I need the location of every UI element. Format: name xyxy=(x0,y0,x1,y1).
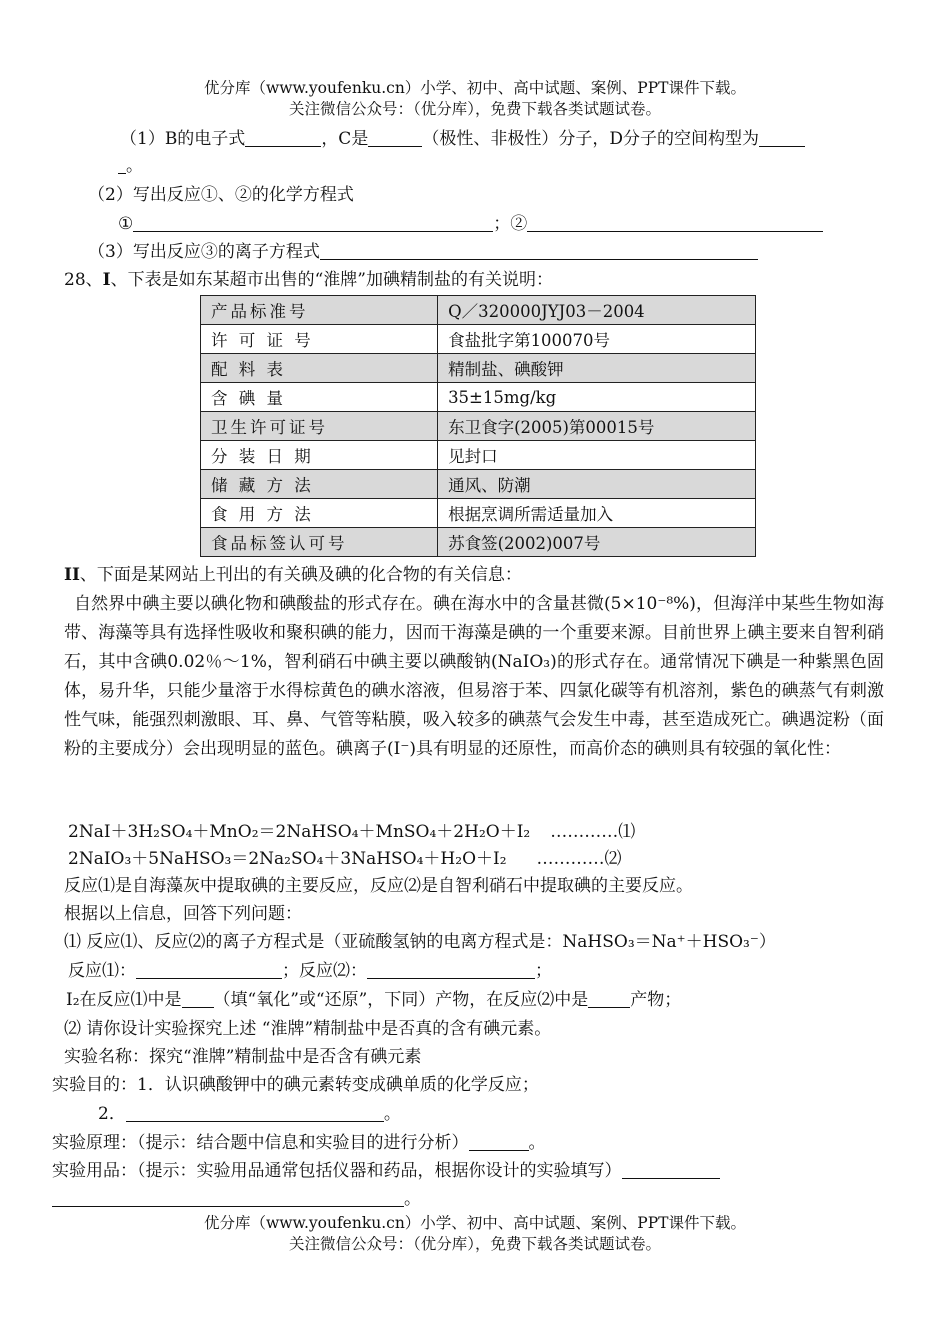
blank-goal-2[interactable] xyxy=(126,1103,384,1122)
product-text-b: （填“氧化”或“还原”，下同）产物，在反应⑵中是 xyxy=(213,990,589,1010)
q27-part1-text-d: 。 xyxy=(126,156,143,176)
blank-d-shape[interactable] xyxy=(759,128,805,147)
q28-part2-intro xyxy=(64,562,522,589)
footer-line-2: 关注微信公众号：（优分库），免费下载各类试题试卷。 xyxy=(288,1235,661,1253)
blank-items-cont[interactable] xyxy=(52,1188,404,1207)
sub-question-1-answers xyxy=(68,958,552,985)
q27-part1-text-b: ，C是 xyxy=(321,129,369,149)
q28-part2-intro-text: 、下面是某网站上刊出的有关碘及碘的化合物的有关信息： xyxy=(79,565,522,585)
reaction-1-label: 反应⑴： xyxy=(68,961,136,981)
blank-principle[interactable] xyxy=(469,1132,529,1151)
table-value: 35±15mg/kg xyxy=(438,383,756,412)
footer-line-1: 优分库（www.youfenku.cn）小学、初中、高中试题、案例、PPT课件下载。 xyxy=(203,1214,747,1232)
equation-2-tag: …………⑵ xyxy=(536,849,622,869)
table-row xyxy=(201,441,756,470)
blank-b-electron[interactable] xyxy=(245,128,321,147)
table-value: 东卫食字(2005)第00015号 xyxy=(438,412,756,441)
product-text-a: I₂在反应⑴中是 xyxy=(66,990,182,1010)
goal-2-end: 。 xyxy=(383,1104,401,1124)
table-key: 卫生许可证号 xyxy=(201,412,438,441)
table-row xyxy=(201,354,756,383)
items-text: 实验用品：（提示：实验用品通常包括仪器和药品，根据你设计的实验填写） xyxy=(52,1161,622,1181)
table-row xyxy=(201,325,756,354)
equation-1 xyxy=(68,819,635,846)
equation-2-text: 2NaIO₃＋5NaHSO₃＝2Na₂SO₄＋3NaHSO₄＋H₂O＋I₂ xyxy=(68,849,507,869)
q28-intro-text: 、下表是如东某超市出售的“淮牌”加碘精制盐的有关说明： xyxy=(110,270,553,290)
q27-part1-cont xyxy=(118,153,143,180)
experiment-name: 实验名称：探究“淮牌”精制盐中是否含有碘元素 xyxy=(64,1047,422,1067)
table-key: 许 可 证 号 xyxy=(201,325,438,354)
answer-prompt: 根据以上信息，回答下列问题： xyxy=(64,904,302,924)
table-row xyxy=(201,470,756,499)
blank-items[interactable] xyxy=(622,1160,720,1179)
sub-question-1: ⑴ 反应⑴、反应⑵的离子方程式是（亚硫酸氢钠的电离方程式是：NaHSO₃＝Na⁺＋HSO₃⁻） xyxy=(64,932,776,952)
blank-c-polarity[interactable] xyxy=(368,128,422,147)
blank-d-shape-cont[interactable] xyxy=(118,155,126,174)
principle-end: 。 xyxy=(528,1133,546,1153)
principle-text: 实验原理：（提示：结合题中信息和实验目的进行分析） xyxy=(52,1133,469,1153)
table-key: 储 藏 方 法 xyxy=(201,470,438,499)
q27-circle-1: ① xyxy=(118,214,134,234)
q27-part3 xyxy=(88,239,758,266)
experiment-goal-2 xyxy=(98,1101,401,1128)
table-value: 通风、防潮 xyxy=(438,470,756,499)
q27-part2: （2）写出反应①、②的化学方程式 xyxy=(88,185,354,205)
table-value: Q／320000JYJ03－2004 xyxy=(438,296,756,325)
table-value: 精制盐、碘酸钾 xyxy=(438,354,756,383)
q27-part3-text: （3）写出反应③的离子方程式 xyxy=(88,242,320,262)
blank-ionic-eq-1[interactable] xyxy=(136,960,282,979)
goal-2-label: 2． xyxy=(98,1104,126,1124)
table-row xyxy=(201,383,756,412)
items-end: 。 xyxy=(404,1189,421,1209)
q28-intro xyxy=(64,267,553,294)
product-text-c: 产物； xyxy=(630,990,682,1010)
table-key: 配 料 表 xyxy=(201,354,438,383)
reaction-note: 反应⑴是自海藻灰中提取碘的主要反应，反应⑵是自智利硝石中提取碘的主要反应。 xyxy=(64,876,693,896)
header-line-1: 优分库（www.youfenku.cn）小学、初中、高中试题、案例、PPT课件下载。 xyxy=(203,79,747,97)
blank-reaction-2[interactable] xyxy=(527,213,823,232)
blank-ionic-eq-2[interactable] xyxy=(367,960,535,979)
experiment-items-cont xyxy=(52,1186,421,1213)
table-row xyxy=(201,528,756,557)
table-value: 见封口 xyxy=(438,441,756,470)
q27-part1-text-c: （极性、非极性）分子，D分子的空间构型为 xyxy=(422,129,759,149)
q27-part2-answers xyxy=(118,211,823,238)
q27-part1 xyxy=(120,126,805,153)
table-row xyxy=(201,412,756,441)
sub-question-1-end: ； xyxy=(535,961,552,981)
blank-product-1[interactable] xyxy=(182,989,214,1008)
reaction-2-label: ；反应⑵： xyxy=(282,961,367,981)
q27-part1-text-a: （1）B的电子式 xyxy=(120,129,246,149)
equation-1-tag: …………⑴ xyxy=(550,822,636,842)
equation-1-text: 2NaI＋3H₂SO₄＋MnO₂＝2NaHSO₄＋MnSO₄＋2H₂O＋I₂ xyxy=(68,822,531,842)
experiment-items xyxy=(52,1158,720,1185)
table-value: 苏食签(2002)007号 xyxy=(438,528,756,557)
table-key: 含 碘 量 xyxy=(201,383,438,412)
blank-reaction-1[interactable] xyxy=(133,213,493,232)
experiment-principle xyxy=(52,1130,546,1157)
salt-spec-table xyxy=(200,295,756,557)
blank-reaction-3[interactable] xyxy=(320,241,758,260)
table-row xyxy=(201,499,756,528)
q28-part1-label: I xyxy=(102,270,111,290)
iodine-info-paragraph: 自然界中碘主要以碘化物和碘酸盐的形式存在。碘在海水中的含量甚微(5×10⁻⁸%)，但海洋中某些生物如海带、海藻等具有选择性吸收和聚积碘的能力，因而干海藻是碘的一个重要来源。目前世界上碘主要来自智利硝石，其中含碘0.02％～1%，智利硝石中碘主要以碘酸钠(NaIO₃)的形式存在。通常情况下碘是一种紫黑色固体，易升华，只能少量溶于水得棕黄色的碘水溶液，但易溶于苯、四氯化碳等有机溶剂，紫色的碘蒸气有刺激性气味，能强烈刺激眼、耳、鼻、气管等粘膜，吸入较多的碘蒸气会发生中毒，甚至造成死亡。碘遇淀粉（面粉的主要成分）会出现明显的蓝色。碘离子(I⁻)具有明显的还原性，而高价态的碘则具有较强的氧化性： xyxy=(64,594,884,759)
table-key: 产品标准号 xyxy=(201,296,438,325)
table-key: 食 用 方 法 xyxy=(201,499,438,528)
q28-number: 28、 xyxy=(64,270,103,290)
q27-sep: ；② xyxy=(493,214,528,234)
table-row xyxy=(201,296,756,325)
table-value: 食盐批字第100070号 xyxy=(438,325,756,354)
table-key: 食品标签认可号 xyxy=(201,528,438,557)
table-key: 分 装 日 期 xyxy=(201,441,438,470)
table-value: 根据烹调所需适量加入 xyxy=(438,499,756,528)
sub-question-2: ⑵ 请你设计实验探究上述 “淮牌”精制盐中是否真的含有碘元素。 xyxy=(64,1019,552,1039)
blank-product-2[interactable] xyxy=(588,989,630,1008)
header-line-2: 关注微信公众号：（优分库），免费下载各类试题试卷。 xyxy=(288,100,661,118)
equation-2 xyxy=(68,846,622,873)
sub-question-product xyxy=(66,987,681,1014)
experiment-goal: 实验目的：1．认识碘酸钾中的碘元素转变成碘单质的化学反应； xyxy=(52,1075,539,1095)
q28-part2-label: II xyxy=(64,565,80,585)
